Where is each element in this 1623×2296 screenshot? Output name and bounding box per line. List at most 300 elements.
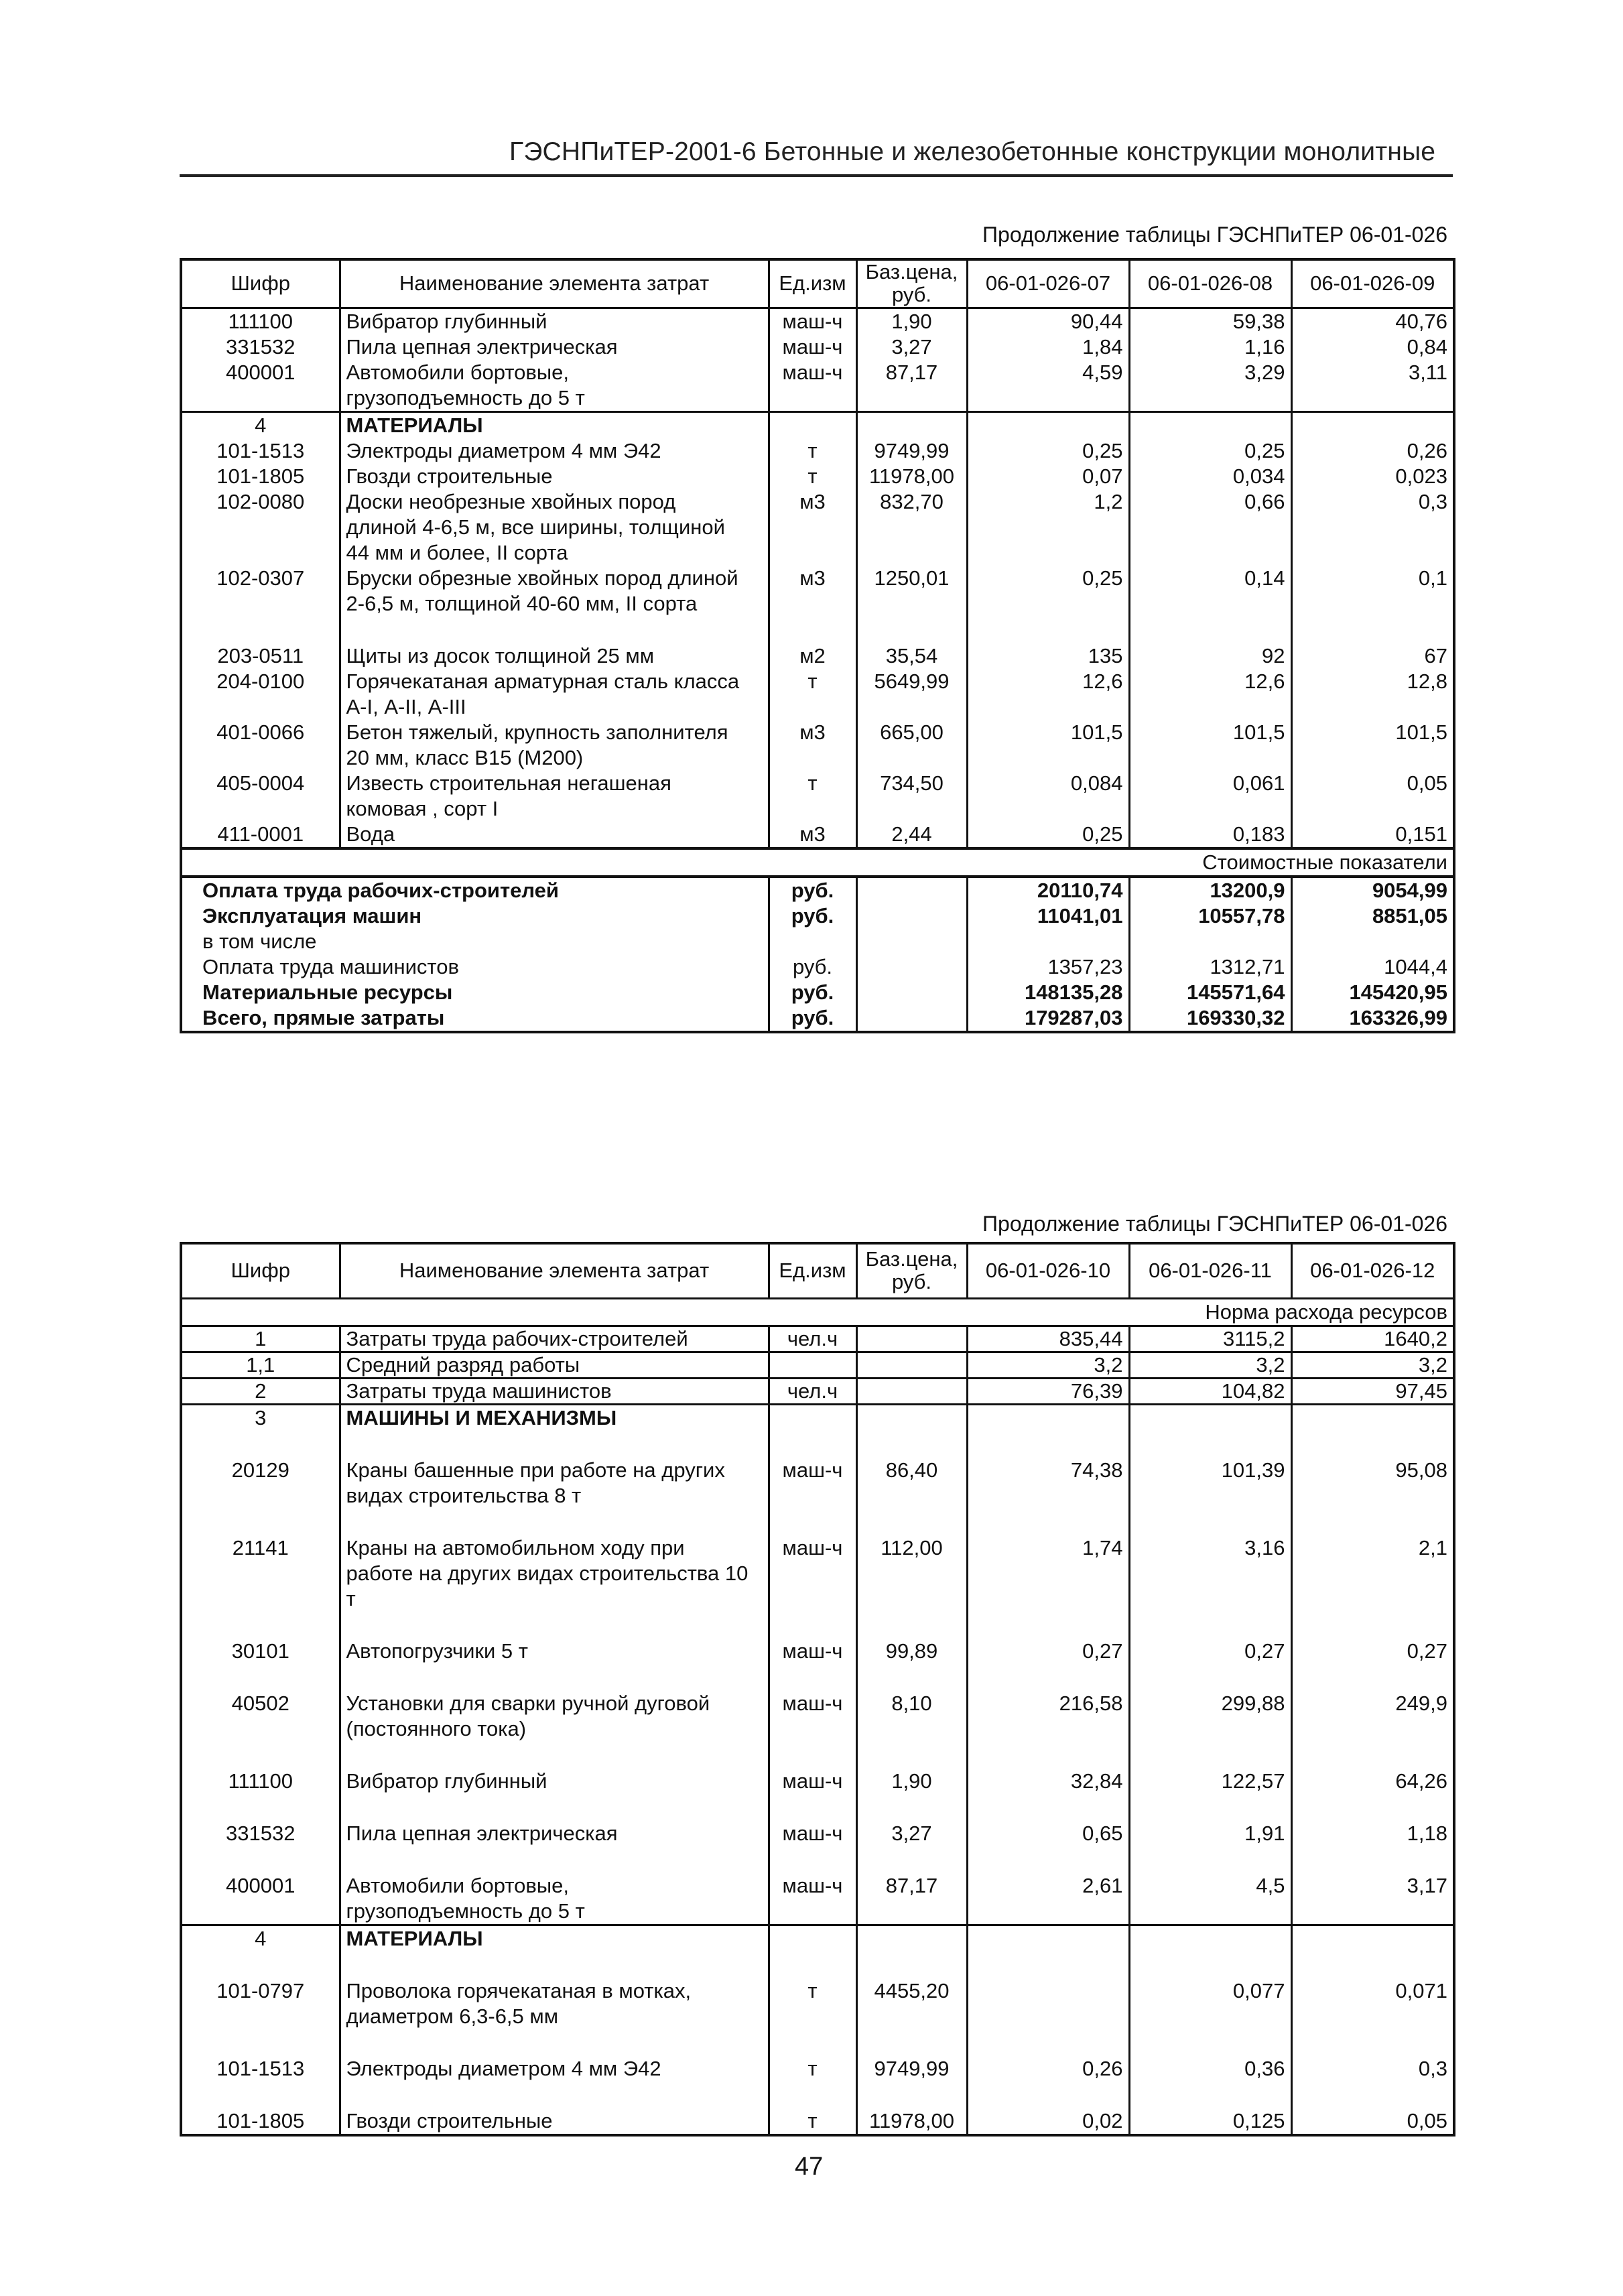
cell-price: 112,00 (856, 1535, 967, 1612)
cell-price (856, 1326, 967, 1352)
cell-name-line: грузоподъемность до 5 т (346, 1899, 585, 1923)
totals-value: 148135,28 (967, 980, 1129, 1005)
spacer-cell (340, 1846, 769, 1873)
cell-value: 0,25 (1129, 438, 1291, 464)
cell-value: 64,26 (1291, 1769, 1454, 1794)
spacer-cell (181, 1431, 340, 1458)
cell-name-line: видах строительства 8 т (346, 1483, 582, 1507)
spacer-cell (181, 1742, 340, 1769)
spacer-cell (1129, 2029, 1291, 2056)
cell-value: 3,2 (1291, 1352, 1454, 1378)
cell-value: 0,151 (1291, 822, 1454, 848)
totals-value: 169330,32 (1129, 1005, 1291, 1032)
spacer-cell (181, 2029, 340, 2056)
cell-price: 3,27 (856, 1821, 967, 1846)
cell-code: 400001 (181, 1873, 340, 1925)
cell-value: 97,45 (1291, 1378, 1454, 1404)
spacer-cell (769, 1431, 856, 1458)
col-header-price: Баз.цена, руб. (856, 259, 967, 308)
cell-name-line: Гвозди строительные (346, 464, 553, 488)
cell-value: 122,57 (1129, 1769, 1291, 1794)
cell-value: 74,38 (967, 1458, 1129, 1509)
totals-label: Оплата труда рабочих-строителей (181, 877, 769, 903)
totals-value: 179287,03 (967, 1005, 1129, 1032)
cell-price: 8,10 (856, 1691, 967, 1742)
cell-value: 1,18 (1291, 1821, 1454, 1846)
spacer-row (181, 1431, 1454, 1458)
cell-value: 1,74 (967, 1535, 1129, 1612)
cell-value: 3,11 (1291, 360, 1454, 412)
table2-caption: Продолжение таблицы ГЭСНПиТЕР 06-01-026 (982, 1212, 1447, 1236)
cell-value (1291, 1404, 1454, 1431)
spacer-cell (1291, 617, 1454, 643)
cell-code: 331532 (181, 334, 340, 360)
cell-name-line: 44 мм и более, II сорта (346, 540, 568, 564)
spacer-cell (769, 1612, 856, 1639)
cell-name-line: грузоподъемность до 5 т (346, 385, 585, 409)
cell-unit: т (769, 464, 856, 489)
cell-code: 1,1 (181, 1352, 340, 1378)
totals-price (856, 877, 967, 903)
cell-value: 101,39 (1129, 1458, 1291, 1509)
table-row (181, 643, 1454, 669)
col-header-code: Шифр (181, 259, 340, 308)
cell-value (967, 1404, 1129, 1431)
cell-value: 0,66 (1129, 489, 1291, 566)
cell-name-line: Доски необрезные хвойных пород (346, 489, 676, 513)
cell-name-line: Электроды диаметром 4 мм Э42 (346, 438, 661, 462)
spacer-row (181, 2029, 1454, 2056)
cell-value: 0,25 (967, 822, 1129, 848)
cell-value: 0,26 (967, 2056, 1129, 2082)
table1-caption: Продолжение таблицы ГЭСНПиТЕР 06-01-026 (982, 222, 1447, 247)
cell-value: 0,27 (1129, 1639, 1291, 1664)
cell-name-line: 20 мм, класс В15 (М200) (346, 745, 584, 769)
cell-value: 3,2 (1129, 1352, 1291, 1378)
totals-value: 10557,78 (1129, 903, 1291, 929)
totals-value: 1044,4 (1291, 954, 1454, 980)
cell-value: 835,44 (967, 1326, 1129, 1352)
cell-value: 3115,2 (1129, 1326, 1291, 1352)
cell-name-line: Затраты труда машинистов (346, 1379, 612, 1403)
cell-name (340, 1352, 769, 1378)
cell-name (340, 1691, 769, 1742)
table-row (181, 360, 1454, 412)
cell-code: 21141 (181, 1535, 340, 1612)
totals-value: 8851,05 (1291, 903, 1454, 929)
cell-name-line: Затраты труда рабочих-строителей (346, 1326, 688, 1350)
spacer-cell (769, 1794, 856, 1821)
cell-unit: т (769, 1978, 856, 2029)
spacer-row (181, 1509, 1454, 1535)
cell-code: 411-0001 (181, 822, 340, 848)
cell-value (967, 411, 1129, 438)
cell-value: 1,2 (967, 489, 1129, 566)
cell-value: 95,08 (1291, 1458, 1454, 1509)
table-row (181, 1925, 1454, 1952)
totals-value: 145420,95 (1291, 980, 1454, 1005)
band-cost-indicators: Стоимостные показатели (181, 848, 1454, 877)
cell-price: 5649,99 (856, 669, 967, 720)
cell-unit (769, 1352, 856, 1378)
spacer-cell (340, 1509, 769, 1535)
cell-value: 0,65 (967, 1821, 1129, 1846)
spacer-cell (769, 2082, 856, 2108)
spacer-cell (1129, 1742, 1291, 1769)
table-row (181, 1404, 1454, 1431)
spacer-cell (340, 1431, 769, 1458)
totals-price (856, 954, 967, 980)
spacer-cell (769, 1952, 856, 1978)
totals-value (1291, 929, 1454, 954)
cell-code: 101-1805 (181, 464, 340, 489)
col-header-price: Баз.цена, руб. (856, 1243, 967, 1298)
cell-price: 9749,99 (856, 438, 967, 464)
col-header-name: Наименование элемента затрат (340, 1243, 769, 1298)
cell-name-line: длиной 4-6,5 м, все ширины, толщиной (346, 515, 725, 539)
col-header-code: Шифр (181, 1243, 340, 1298)
cell-code: 401-0066 (181, 720, 340, 771)
cell-name (340, 2056, 769, 2082)
cell-name-line: Бруски обрезные хвойных пород длиной (346, 566, 738, 590)
cell-value: 0,3 (1291, 2056, 1454, 2082)
cell-value: 12,6 (1129, 669, 1291, 720)
totals-unit: руб. (769, 877, 856, 903)
cell-name (340, 1925, 769, 1952)
cell-value (1129, 1404, 1291, 1431)
totals-value: 11041,01 (967, 903, 1129, 929)
cell-name-line: МАТЕРИАЛЫ (346, 413, 483, 437)
cell-value: 1,91 (1129, 1821, 1291, 1846)
cell-name-line: Щиты из досок толщиной 25 мм (346, 643, 655, 667)
cell-name (340, 1535, 769, 1612)
spacer-cell (1129, 1431, 1291, 1458)
cell-name (340, 438, 769, 464)
col-header-norm-12: 06-01-026-12 (1291, 1243, 1454, 1298)
cell-value: 12,6 (967, 669, 1129, 720)
spacer-cell (769, 617, 856, 643)
totals-value: 9054,99 (1291, 877, 1454, 903)
spacer-cell (856, 2082, 967, 2108)
cell-price: 734,50 (856, 771, 967, 822)
table-row (181, 1352, 1454, 1378)
totals-row (181, 980, 1454, 1005)
cell-name-line: Краны на автомобильном ходу при (346, 1535, 685, 1559)
cell-name (340, 464, 769, 489)
cell-code: 4 (181, 1925, 340, 1952)
cell-unit: чел.ч (769, 1378, 856, 1404)
spacer-cell (967, 2082, 1129, 2108)
totals-label: в том числе (181, 929, 769, 954)
cell-value: 0,25 (967, 438, 1129, 464)
cell-value: 299,88 (1129, 1691, 1291, 1742)
cell-name-line: Пила цепная электрическая (346, 1821, 618, 1845)
cell-value (1129, 411, 1291, 438)
cell-name (340, 566, 769, 617)
spacer-cell (967, 1846, 1129, 1873)
cell-value: 101,5 (1291, 720, 1454, 771)
cell-name-line: МАТЕРИАЛЫ (346, 1926, 483, 1950)
cell-unit: маш-ч (769, 1639, 856, 1664)
spacer-row (181, 1742, 1454, 1769)
spacer-cell (340, 1742, 769, 1769)
cell-name (340, 334, 769, 360)
cell-price (856, 411, 967, 438)
table-row (181, 720, 1454, 771)
spacer-cell (1129, 617, 1291, 643)
col-header-norm-10: 06-01-026-10 (967, 1243, 1129, 1298)
cell-name-line: Известь строительная негашеная (346, 771, 671, 795)
cell-name (340, 1404, 769, 1431)
spacer-cell (1291, 2029, 1454, 2056)
totals-row (181, 903, 1454, 929)
table-row (181, 1873, 1454, 1925)
totals-row (181, 1005, 1454, 1032)
cell-code: 111100 (181, 308, 340, 334)
cell-value: 216,58 (967, 1691, 1129, 1742)
spacer-cell (967, 1952, 1129, 1978)
totals-price (856, 903, 967, 929)
cell-unit: т (769, 2056, 856, 2082)
totals-label: Оплата труда машинистов (181, 954, 769, 980)
spacer-cell (340, 1794, 769, 1821)
table-row (181, 1691, 1454, 1742)
cell-code: 400001 (181, 360, 340, 412)
spacer-cell (1129, 1846, 1291, 1873)
cell-value: 0,061 (1129, 771, 1291, 822)
cell-code: 102-0080 (181, 489, 340, 566)
spacer-cell (181, 1612, 340, 1639)
spacer-row (181, 1846, 1454, 1873)
cell-value: 0,1 (1291, 566, 1454, 617)
cell-price: 832,70 (856, 489, 967, 566)
cell-price: 35,54 (856, 643, 967, 669)
cell-value: 3,16 (1129, 1535, 1291, 1612)
spacer-cell (181, 617, 340, 643)
table-row (181, 1769, 1454, 1794)
cell-name-line: 2-6,5 м, толщиной 40-60 мм, II сорта (346, 591, 698, 615)
table-row (181, 1378, 1454, 1404)
spacer-cell (181, 2082, 340, 2108)
table-row (181, 1821, 1454, 1846)
totals-row (181, 877, 1454, 903)
cell-value: 1,84 (967, 334, 1129, 360)
spacer-cell (856, 1509, 967, 1535)
table-row (181, 822, 1454, 848)
cell-unit: маш-ч (769, 1458, 856, 1509)
cell-unit: м3 (769, 822, 856, 848)
cell-price (856, 1378, 967, 1404)
cell-unit: маш-ч (769, 1769, 856, 1794)
cell-code: 101-1805 (181, 2108, 340, 2135)
cell-unit: м3 (769, 720, 856, 771)
totals-value: 1312,71 (1129, 954, 1291, 980)
cell-value: 3,17 (1291, 1873, 1454, 1925)
spacer-cell (967, 2029, 1129, 2056)
totals-price (856, 980, 967, 1005)
cell-name-line: Краны башенные при работе на других (346, 1458, 725, 1482)
spacer-cell (769, 1509, 856, 1535)
spacer-cell (769, 1846, 856, 1873)
spacer-cell (340, 1664, 769, 1691)
cell-value: 0,3 (1291, 489, 1454, 566)
cell-value: 0,183 (1129, 822, 1291, 848)
totals-price (856, 1005, 967, 1032)
cell-name-line: (постоянного тока) (346, 1716, 527, 1740)
cell-name (340, 1458, 769, 1509)
totals-label: Материальные ресурсы (181, 980, 769, 1005)
cell-price: 11978,00 (856, 464, 967, 489)
cell-unit: м3 (769, 489, 856, 566)
cell-code: 102-0307 (181, 566, 340, 617)
cell-value: 0,05 (1291, 771, 1454, 822)
cell-name-line: Вода (346, 822, 395, 846)
cell-price (856, 1404, 967, 1431)
spacer-cell (856, 1952, 967, 1978)
cell-code: 204-0100 (181, 669, 340, 720)
cell-code: 20129 (181, 1458, 340, 1509)
cell-name-line: Вибратор глубинный (346, 309, 547, 333)
cell-name (340, 720, 769, 771)
cell-name-line: Автопогрузчики 5 т (346, 1639, 528, 1663)
cell-name-line: работе на других видах строительства 10 (346, 1561, 749, 1585)
cell-value: 32,84 (967, 1769, 1129, 1794)
totals-label: Всего, прямые затраты (181, 1005, 769, 1032)
cell-name-line: Средний разряд работы (346, 1352, 580, 1377)
cell-price: 1,90 (856, 1769, 967, 1794)
table-row (181, 438, 1454, 464)
cell-name-line: Вибратор глубинный (346, 1769, 547, 1793)
cell-value: 0,25 (967, 566, 1129, 617)
cell-unit: т (769, 771, 856, 822)
cell-name (340, 1978, 769, 2029)
totals-unit: руб. (769, 903, 856, 929)
col-header-unit: Ед.изм (769, 1243, 856, 1298)
cell-value: 0,034 (1129, 464, 1291, 489)
cell-name (340, 771, 769, 822)
totals-unit: руб. (769, 1005, 856, 1032)
cell-price: 87,17 (856, 1873, 967, 1925)
spacer-cell (769, 1664, 856, 1691)
spacer-row (181, 617, 1454, 643)
cell-value: 0,125 (1129, 2108, 1291, 2135)
cell-unit: т (769, 438, 856, 464)
cell-name (340, 669, 769, 720)
cell-value: 0,05 (1291, 2108, 1454, 2135)
totals-row (181, 929, 1454, 954)
col-header-norm-08: 06-01-026-08 (1129, 259, 1291, 308)
cell-unit: маш-ч (769, 308, 856, 334)
cell-name-line: А-I, А-II, А-III (346, 694, 466, 718)
table1-header-row (181, 259, 1454, 308)
cell-price: 9749,99 (856, 2056, 967, 2082)
cell-value: 92 (1129, 643, 1291, 669)
table-row (181, 464, 1454, 489)
cell-code: 101-1513 (181, 2056, 340, 2082)
spacer-cell (856, 1846, 967, 1873)
totals-value: 145571,64 (1129, 980, 1291, 1005)
spacer-cell (856, 2029, 967, 2056)
page-number: 47 (795, 2153, 824, 2181)
col-header-name: Наименование элемента затрат (340, 259, 769, 308)
cell-value: 0,26 (1291, 438, 1454, 464)
cell-name (340, 822, 769, 848)
cell-value (1291, 1925, 1454, 1952)
totals-label: Эксплуатация машин (181, 903, 769, 929)
spacer-cell (1291, 1664, 1454, 1691)
cell-value: 1640,2 (1291, 1326, 1454, 1352)
cell-code: 101-1513 (181, 438, 340, 464)
table-row (181, 1978, 1454, 2029)
spacer-cell (856, 1742, 967, 1769)
spacer-cell (967, 1612, 1129, 1639)
cell-code: 111100 (181, 1769, 340, 1794)
spacer-cell (1129, 1952, 1291, 1978)
table-row (181, 1639, 1454, 1664)
cell-value: 2,61 (967, 1873, 1129, 1925)
cell-price: 87,17 (856, 360, 967, 412)
cell-name (340, 489, 769, 566)
table2-header-row (181, 1243, 1454, 1298)
cell-value (967, 1925, 1129, 1952)
cell-code: 203-0511 (181, 643, 340, 669)
table-row (181, 669, 1454, 720)
cell-value: 76,39 (967, 1378, 1129, 1404)
cell-name (340, 1873, 769, 1925)
cell-code: 30101 (181, 1639, 340, 1664)
cell-value: 0,071 (1291, 1978, 1454, 2029)
cell-value: 0,077 (1129, 1978, 1291, 2029)
cell-value: 0,14 (1129, 566, 1291, 617)
running-header: ГЭСНПиТЕР-2001-6 Бетонные и железобетонные конструкции монолитные (509, 137, 1436, 166)
spacer-cell (340, 1952, 769, 1978)
spacer-cell (181, 1794, 340, 1821)
cell-price: 1,90 (856, 308, 967, 334)
cell-value (1291, 411, 1454, 438)
cell-name-line: Автомобили бортовые, (346, 360, 569, 384)
spacer-cell (967, 1664, 1129, 1691)
cell-value: 1,16 (1129, 334, 1291, 360)
cell-value: 59,38 (1129, 308, 1291, 334)
cell-value: 0,023 (1291, 464, 1454, 489)
spacer-cell (967, 617, 1129, 643)
spacer-cell (340, 1612, 769, 1639)
cell-name-line: Установки для сварки ручной дуговой (346, 1691, 710, 1715)
spacer-cell (967, 1509, 1129, 1535)
cell-name (340, 1769, 769, 1794)
cell-unit: чел.ч (769, 1326, 856, 1352)
totals-value (967, 929, 1129, 954)
cell-value: 0,02 (967, 2108, 1129, 2135)
cell-value: 67 (1291, 643, 1454, 669)
cell-value: 0,84 (1291, 334, 1454, 360)
table2-body (181, 1298, 1454, 2135)
cell-value: 3,29 (1129, 360, 1291, 412)
spacer-cell (1291, 1509, 1454, 1535)
cell-unit (769, 1404, 856, 1431)
cell-price: 4455,20 (856, 1978, 967, 2029)
cell-unit (769, 411, 856, 438)
band-resource-norm-row (181, 1298, 1454, 1326)
spacer-cell (1291, 1742, 1454, 1769)
table-row (181, 411, 1454, 438)
col-header-norm-09: 06-01-026-09 (1291, 259, 1454, 308)
totals-value: 13200,9 (1129, 877, 1291, 903)
spacer-cell (1291, 1612, 1454, 1639)
cell-value: 0,27 (1291, 1639, 1454, 1664)
spacer-cell (181, 1846, 340, 1873)
cell-value: 104,82 (1129, 1378, 1291, 1404)
